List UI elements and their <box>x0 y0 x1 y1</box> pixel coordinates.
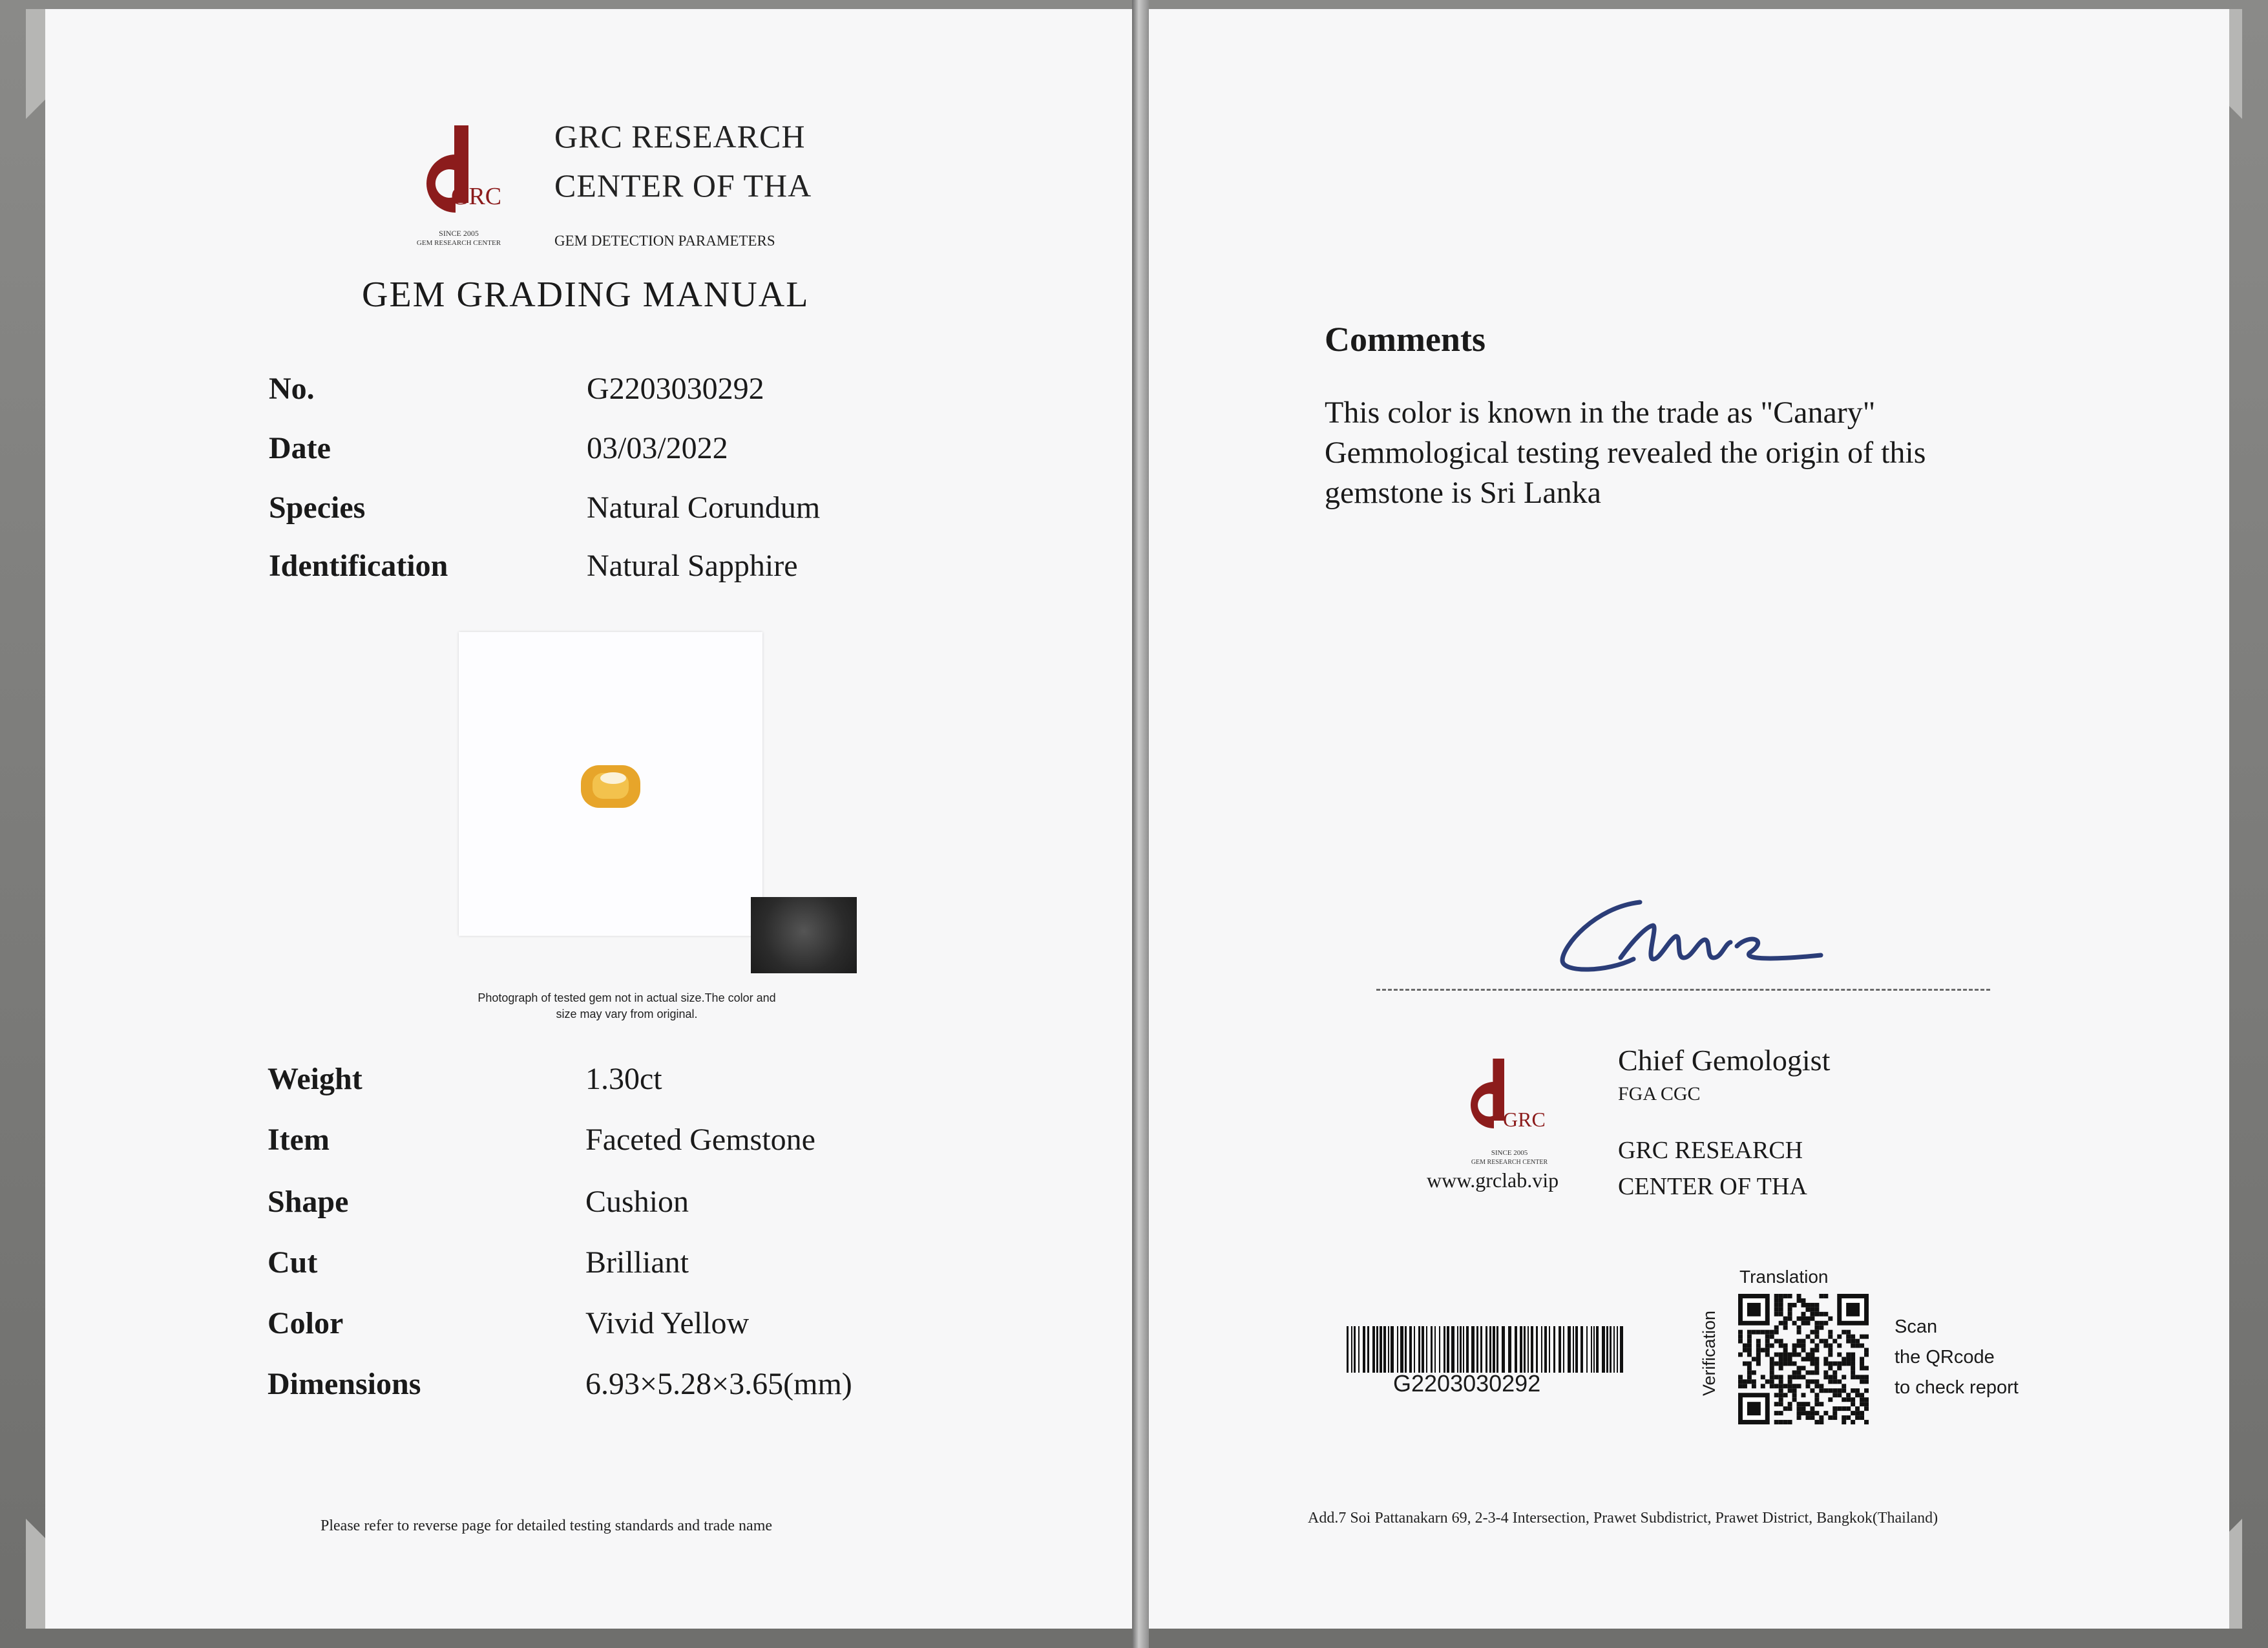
field-label-shape: Shape <box>268 1185 349 1219</box>
qr-code[interactable] <box>1738 1294 1869 1424</box>
logo-center: GEM RESEARCH CENTER <box>416 239 501 247</box>
logo-mark-text-small: GRC <box>1503 1108 1546 1131</box>
field-value-cut: Brilliant <box>585 1245 689 1280</box>
scan-instructions <box>1895 1312 2019 1403</box>
qr-translation-label: Translation <box>1739 1267 1829 1287</box>
field-value-shape: Cushion <box>585 1185 689 1219</box>
field-value-dimensions: 6.93×5.28×3.65(mm) <box>585 1367 852 1401</box>
comments-line-2: Gemmological testing revealed the origin of this <box>1325 436 1926 470</box>
field-value-item: Faceted Gemstone <box>585 1123 815 1157</box>
org-line-2: CENTER OF THA <box>1618 1173 1807 1200</box>
page-title: GEM GRADING MANUAL <box>362 275 810 315</box>
signature-line <box>1376 989 1990 991</box>
comments-body <box>1325 393 2165 513</box>
field-value-no: G2203030292 <box>587 372 764 406</box>
comments-line-1: This color is known in the trade as "Canary" <box>1325 396 1876 430</box>
website-link[interactable]: www.grclab.vip <box>1427 1168 1559 1192</box>
field-value-weight: 1.30ct <box>585 1062 662 1096</box>
logo-mark-text: GRC <box>451 183 502 210</box>
org-line-1: GRC RESEARCH <box>1618 1137 1803 1164</box>
gem-photo <box>459 632 762 936</box>
field-label-cut: Cut <box>268 1245 318 1280</box>
field-label-date: Date <box>269 431 331 465</box>
barcode-image <box>1347 1326 1631 1373</box>
photo-caption-line-1: Photograph of tested gem not in actual size.The color and <box>478 991 776 1004</box>
gemologist-credentials: FGA CGC <box>1618 1083 1701 1104</box>
brand-line-2: CENTER OF THA <box>554 167 812 204</box>
lab-address: Add.7 Soi Pattanakarn 69, 2-3-4 Intersection, Prawet Subdistrict, Prawet District, Bangkok(Thailand) <box>1308 1510 1938 1527</box>
scan-line-3: to check report <box>1895 1377 2019 1398</box>
field-value-color: Vivid Yellow <box>585 1306 750 1340</box>
comments-line-3: gemstone is Sri Lanka <box>1325 476 1601 510</box>
logo-since: SINCE 2005 <box>439 229 479 238</box>
grc-logo-icon-small <box>1458 1053 1540 1157</box>
qr-verification-label: Verification <box>1699 1310 1719 1396</box>
field-value-date: 03/03/2022 <box>587 431 728 465</box>
folder-spine <box>1132 0 1149 1648</box>
comments-title: Comments <box>1325 320 1486 359</box>
field-label-weight: Weight <box>268 1062 362 1096</box>
gem-stone-icon <box>578 761 643 813</box>
signature-image <box>1556 888 1827 985</box>
field-value-species: Natural Corundum <box>587 491 821 525</box>
scan-line-2: the QRcode <box>1895 1347 1995 1368</box>
field-label-no: No. <box>269 372 315 406</box>
field-label-item: Item <box>268 1123 330 1157</box>
field-value-identification: Natural Sapphire <box>587 549 798 583</box>
left-page <box>45 9 1132 1629</box>
reverse-page-note: Please refer to reverse page for detailed testing standards and trade name <box>320 1517 773 1534</box>
logo-since-small: SINCE 2005 <box>1491 1149 1528 1157</box>
brand-line-1: GRC RESEARCH <box>554 118 806 154</box>
brand-line-3: GEM DETECTION PARAMETERS <box>554 233 775 249</box>
field-label-color: Color <box>268 1306 344 1340</box>
scan-line-1: Scan <box>1895 1316 1938 1337</box>
photo-caption-line-2: size may vary from original. <box>556 1008 698 1020</box>
gemologist-title: Chief Gemologist <box>1618 1044 1831 1077</box>
barcode-number: G2203030292 <box>1393 1370 1541 1397</box>
right-page <box>1149 9 2229 1629</box>
field-label-identification: Identification <box>269 549 448 583</box>
field-label-dimensions: Dimensions <box>268 1367 421 1401</box>
hologram-seal-icon <box>751 897 857 973</box>
logo-center-small: GEM RESEARCH CENTER <box>1471 1159 1548 1166</box>
field-label-species: Species <box>269 491 366 525</box>
